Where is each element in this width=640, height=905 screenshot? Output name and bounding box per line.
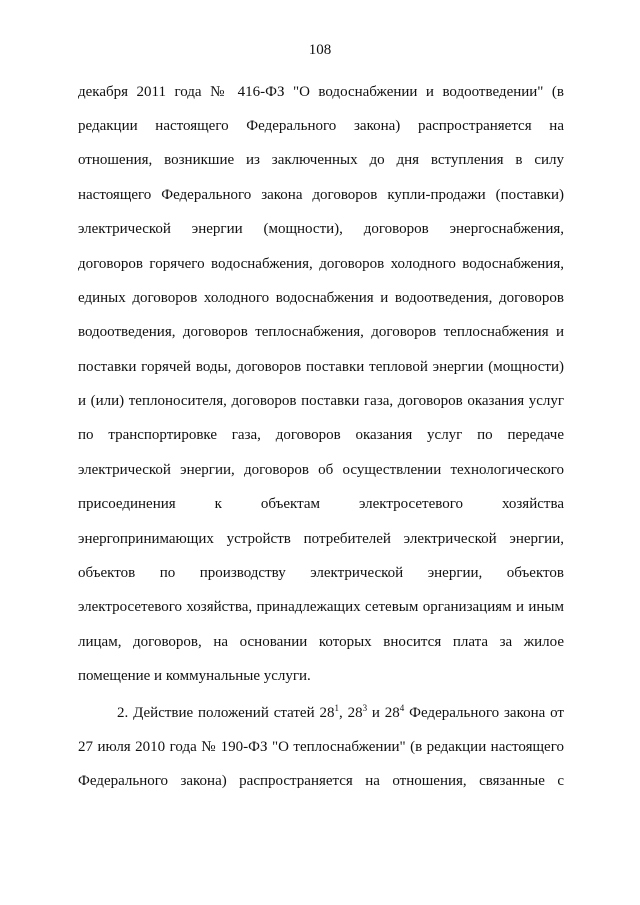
text-line: объектов по производству электрической энергии, объектов: [78, 565, 564, 581]
text-line: по транспортировке газа, договоров оказания услуг по передаче: [78, 427, 564, 443]
text-line: электрической энергии, договоров об осуществлении технологического: [78, 462, 564, 478]
text-line: декабря 2011 года № 416-ФЗ "О водоснабжении и водоотведении" (в: [78, 84, 564, 100]
text-line: электрической энергии (мощности), договоров энергоснабжения,: [78, 221, 564, 237]
text-fragment: и 28: [367, 705, 400, 721]
text-line: и (или) теплоносителя, договоров поставки газа, договоров оказания услуг: [78, 393, 564, 409]
text-line: присоединения к объектам электросетевого хозяйства: [78, 496, 564, 512]
text-line: поставки горячей воды, договоров поставки тепловой энергии (мощности): [78, 359, 564, 375]
superscript: 3: [362, 703, 368, 713]
text-line: Федерального закона) распространяется на отношения, связанные с: [78, 773, 564, 789]
text-line: единых договоров холодного водоснабжения и водоотведения, договоров: [78, 290, 564, 306]
text-line: настоящего Федерального закона договоров купли-продажи (поставки): [78, 187, 564, 203]
paragraph-2-first-line: [117, 703, 564, 723]
text-line: редакции настоящего Федерального закона) распространяется на: [78, 118, 564, 134]
text-line: энергопринимающих устройств потребителей электрической энергии,: [78, 531, 564, 547]
text-fragment: 2. Действие положений статей 28: [117, 705, 335, 721]
text-fragment: , 28: [338, 705, 363, 721]
text-line: водоотведения, договоров теплоснабжения, договоров теплоснабжения и: [78, 324, 564, 340]
superscript: 4: [399, 703, 405, 713]
text-line: 27 июля 2010 года № 190-ФЗ "О теплоснабжении" (в редакции настоящего: [78, 739, 564, 755]
text-line: помещение и коммунальные услуги.: [78, 668, 311, 684]
text-line: договоров горячего водоснабжения, договоров холодного водоснабжения,: [78, 256, 564, 272]
text-line: электросетевого хозяйства, принадлежащих сетевым организациям и иным: [78, 599, 564, 615]
text-line: отношения, возникшие из заключенных до дня вступления в силу: [78, 152, 564, 168]
superscript: 1: [334, 703, 339, 713]
text-line: лицам, договоров, на основании которых вносится плата за жилое: [78, 634, 564, 650]
text-fragment: Федерального закона от: [404, 705, 564, 721]
page-number: 108: [308, 42, 332, 58]
